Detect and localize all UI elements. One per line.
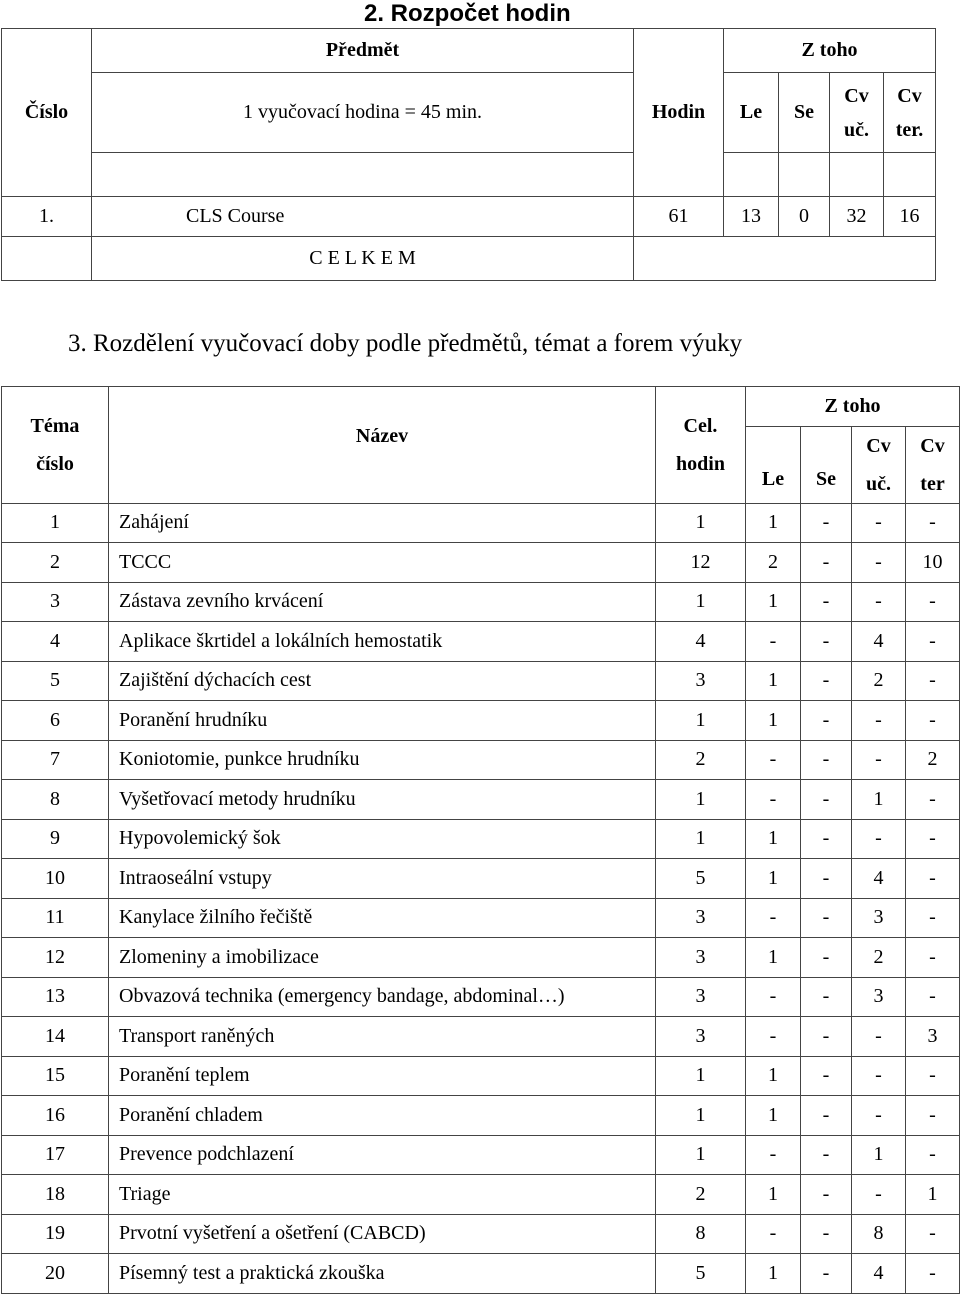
topic-hours: 1: [656, 701, 746, 741]
topic-le: 1: [746, 582, 801, 622]
header-tema: [2, 387, 109, 504]
topic-name: Prevence podchlazení: [109, 1135, 656, 1175]
topic-cv-uc: -: [852, 1017, 906, 1057]
topic-name: TCCC: [109, 543, 656, 583]
header-predmet: Předmět: [92, 29, 634, 73]
header-se-2: Se: [801, 426, 852, 503]
topic-se: -: [801, 938, 852, 978]
table-row: [2, 977, 960, 1017]
topic-number: 4: [2, 622, 109, 662]
topic-cv-uc: 2: [852, 661, 906, 701]
topic-number: 20: [2, 1254, 109, 1294]
table-row: [2, 661, 960, 701]
topic-se: -: [801, 740, 852, 780]
topic-number: 11: [2, 898, 109, 938]
header-blank: [724, 153, 779, 197]
topic-cv-ter: 1: [906, 1175, 960, 1215]
topic-name: Písemný test a praktická zkouška: [109, 1254, 656, 1294]
topic-hours: 12: [656, 543, 746, 583]
course-number: 1.: [2, 197, 92, 237]
topic-cv-ter: -: [906, 622, 960, 662]
topic-number: 15: [2, 1056, 109, 1096]
topic-se: -: [801, 1096, 852, 1136]
topic-hours: 5: [656, 1254, 746, 1294]
header-cv-uc-line2: uč.: [844, 118, 869, 141]
topic-name: Kanylace žilního řečiště: [109, 898, 656, 938]
topic-hours: 3: [656, 661, 746, 701]
topic-se: -: [801, 859, 852, 899]
topic-cv-uc: 4: [852, 1254, 906, 1294]
topic-hours: 1: [656, 1135, 746, 1175]
topic-hours: 3: [656, 898, 746, 938]
table-row: [2, 622, 960, 662]
section-3-heading: 3. Rozdělení vyučovací doby podle předmětů, témat a forem výuky: [68, 330, 743, 357]
topic-cv-ter: -: [906, 701, 960, 741]
topic-cv-ter: -: [906, 1254, 960, 1294]
header-cv-uc: [830, 73, 884, 153]
course-le: 13: [724, 197, 779, 237]
topic-cv-ter: 10: [906, 543, 960, 583]
table-row: [2, 582, 960, 622]
topic-le: 1: [746, 1096, 801, 1136]
topic-cv-uc: 3: [852, 977, 906, 1017]
topic-hours: 1: [656, 1096, 746, 1136]
topic-le: 1: [746, 701, 801, 741]
topic-le: 1: [746, 938, 801, 978]
topic-se: -: [801, 819, 852, 859]
header-se: Se: [779, 73, 830, 153]
topic-cv-ter: 3: [906, 1017, 960, 1057]
topic-number: 16: [2, 1096, 109, 1136]
topic-cv-uc: 2: [852, 938, 906, 978]
topic-le: 1: [746, 819, 801, 859]
section-2-heading: 2. Rozpočet hodin: [364, 0, 571, 27]
table-row: [2, 701, 960, 741]
topic-le: -: [746, 780, 801, 820]
topic-cv-ter: -: [906, 1214, 960, 1254]
topic-hours: 1: [656, 503, 746, 543]
topic-name: Poranění teplem: [109, 1056, 656, 1096]
table-row: [2, 780, 960, 820]
table-row: [2, 1135, 960, 1175]
total-label: C E L K E M: [92, 237, 634, 281]
topic-number: 5: [2, 661, 109, 701]
topic-cv-uc: 4: [852, 622, 906, 662]
header-cel-line2: hodin: [676, 452, 725, 475]
topic-name: Zlomeniny a imobilizace: [109, 938, 656, 978]
topic-hours: 2: [656, 1175, 746, 1215]
topic-name: Obvazová technika (emergency bandage, abdominal…): [109, 977, 656, 1017]
topic-name: Intraoseální vstupy: [109, 859, 656, 899]
topic-number: 17: [2, 1135, 109, 1175]
topic-number: 7: [2, 740, 109, 780]
topic-name: Triage: [109, 1175, 656, 1215]
topic-se: -: [801, 1175, 852, 1215]
course-cv-uc: 32: [830, 197, 884, 237]
table-row: [2, 859, 960, 899]
header-cislo: Číslo: [2, 29, 92, 197]
topic-hours: 4: [656, 622, 746, 662]
topic-name: Vyšetřovací metody hrudníku: [109, 780, 656, 820]
header-tema-line2: číslo: [36, 452, 74, 475]
total-blank: [2, 237, 92, 281]
header-z-toho-2: Z toho: [746, 387, 960, 427]
topic-cv-ter: -: [906, 977, 960, 1017]
topic-se: -: [801, 582, 852, 622]
topic-se: -: [801, 661, 852, 701]
header-z-toho: Z toho: [724, 29, 936, 73]
course-se: 0: [779, 197, 830, 237]
topics-table-body: [2, 503, 960, 1293]
header-cv-uc-line1: Cv: [844, 84, 869, 107]
table-row: [2, 1017, 960, 1057]
header-nazev: Název: [109, 387, 656, 504]
topic-cv-uc: -: [852, 543, 906, 583]
course-cv-ter: 16: [884, 197, 936, 237]
header-cv-ter2-line2: ter: [920, 472, 945, 495]
topic-se: -: [801, 1254, 852, 1294]
budget-table: [1, 28, 936, 281]
topic-hours: 1: [656, 819, 746, 859]
topic-le: 1: [746, 503, 801, 543]
topic-hours: 2: [656, 740, 746, 780]
topic-le: 2: [746, 543, 801, 583]
topic-cv-uc: -: [852, 1056, 906, 1096]
header-cel-hodin: [656, 387, 746, 504]
topic-cv-uc: -: [852, 503, 906, 543]
topic-le: -: [746, 1135, 801, 1175]
topic-name: Zajištění dýchacích cest: [109, 661, 656, 701]
topic-number: 2: [2, 543, 109, 583]
topic-cv-ter: -: [906, 661, 960, 701]
table-row: [2, 938, 960, 978]
header-tema-line1: Téma: [30, 414, 80, 437]
header-cv-uc2-line2: uč.: [866, 472, 891, 495]
table-row: [2, 898, 960, 938]
table-row: [2, 1096, 960, 1136]
header-blank: [830, 153, 884, 197]
topic-cv-ter: -: [906, 819, 960, 859]
topic-le: -: [746, 1214, 801, 1254]
topic-cv-ter: 2: [906, 740, 960, 780]
topic-number: 19: [2, 1214, 109, 1254]
topic-number: 18: [2, 1175, 109, 1215]
header-cv-ter2-line1: Cv: [920, 434, 945, 457]
topic-se: -: [801, 1056, 852, 1096]
topic-cv-ter: -: [906, 938, 960, 978]
topic-cv-uc: -: [852, 701, 906, 741]
topic-name: Transport raněných: [109, 1017, 656, 1057]
topic-se: -: [801, 1017, 852, 1057]
topic-hours: 5: [656, 859, 746, 899]
topic-name: Poranění chladem: [109, 1096, 656, 1136]
topic-hours: 3: [656, 938, 746, 978]
topic-name: Poranění hrudníku: [109, 701, 656, 741]
topic-name: Prvotní vyšetření a ošetření (CABCD): [109, 1214, 656, 1254]
header-le-2: Le: [746, 426, 801, 503]
course-name: CLS Course: [92, 197, 634, 237]
header-cel-line1: Cel.: [683, 414, 718, 437]
table-row: [2, 1214, 960, 1254]
topic-cv-uc: -: [852, 1096, 906, 1136]
header-blank: [92, 153, 634, 197]
topic-number: 6: [2, 701, 109, 741]
topic-cv-uc: 1: [852, 780, 906, 820]
topic-le: -: [746, 898, 801, 938]
topic-le: 1: [746, 1056, 801, 1096]
topic-le: -: [746, 740, 801, 780]
topic-cv-ter: -: [906, 780, 960, 820]
topic-le: 1: [746, 1175, 801, 1215]
topic-cv-ter: -: [906, 503, 960, 543]
table-row: [2, 819, 960, 859]
topic-le: 1: [746, 859, 801, 899]
topic-cv-uc: 1: [852, 1135, 906, 1175]
topic-se: -: [801, 898, 852, 938]
course-hodin: 61: [634, 197, 724, 237]
topic-se: -: [801, 701, 852, 741]
header-note: 1 vyučovací hodina = 45 min.: [92, 73, 634, 153]
topic-number: 14: [2, 1017, 109, 1057]
header-hodin: Hodin: [634, 29, 724, 197]
header-cv-ter-line1: Cv: [897, 84, 922, 107]
topic-cv-uc: -: [852, 819, 906, 859]
topic-se: -: [801, 780, 852, 820]
topic-number: 1: [2, 503, 109, 543]
topic-hours: 3: [656, 1017, 746, 1057]
total-blank: [634, 237, 936, 281]
topic-se: -: [801, 977, 852, 1017]
topic-number: 13: [2, 977, 109, 1017]
header-cv-uc2-line1: Cv: [866, 434, 891, 457]
topic-name: Aplikace škrtidel a lokálních hemostatik: [109, 622, 656, 662]
topic-hours: 8: [656, 1214, 746, 1254]
header-cv-ter: [884, 73, 936, 153]
table-row: [2, 1254, 960, 1294]
topic-le: -: [746, 1017, 801, 1057]
topic-name: Koniotomie, punkce hrudníku: [109, 740, 656, 780]
table-row: [2, 1056, 960, 1096]
topic-cv-uc: -: [852, 1175, 906, 1215]
header-cv-ter-2: [906, 426, 960, 503]
topic-cv-uc: 4: [852, 859, 906, 899]
topic-cv-ter: -: [906, 1135, 960, 1175]
topic-hours: 1: [656, 780, 746, 820]
table-row: [2, 1175, 960, 1215]
table-row: [2, 543, 960, 583]
topic-cv-ter: -: [906, 582, 960, 622]
topic-number: 10: [2, 859, 109, 899]
topic-name: Zástava zevního krvácení: [109, 582, 656, 622]
topic-cv-ter: -: [906, 1056, 960, 1096]
topic-le: 1: [746, 661, 801, 701]
topic-number: 8: [2, 780, 109, 820]
topic-se: -: [801, 622, 852, 662]
topic-se: -: [801, 543, 852, 583]
topic-cv-uc: 8: [852, 1214, 906, 1254]
topic-hours: 1: [656, 582, 746, 622]
topics-table: [1, 386, 960, 1294]
table-row: [2, 503, 960, 543]
table-row: [2, 740, 960, 780]
topic-name: Hypovolemický šok: [109, 819, 656, 859]
topic-le: -: [746, 622, 801, 662]
topic-hours: 3: [656, 977, 746, 1017]
topic-number: 9: [2, 819, 109, 859]
topic-le: -: [746, 977, 801, 1017]
header-cv-ter-line2: ter.: [895, 118, 924, 141]
topic-cv-uc: 3: [852, 898, 906, 938]
topic-name: Zahájení: [109, 503, 656, 543]
header-blank: [884, 153, 936, 197]
header-le: Le: [724, 73, 779, 153]
topic-cv-uc: -: [852, 582, 906, 622]
topic-cv-ter: -: [906, 1096, 960, 1136]
topic-se: -: [801, 1135, 852, 1175]
topic-number: 12: [2, 938, 109, 978]
header-blank: [779, 153, 830, 197]
topic-hours: 1: [656, 1056, 746, 1096]
topic-cv-uc: -: [852, 740, 906, 780]
topic-number: 3: [2, 582, 109, 622]
topic-cv-ter: -: [906, 898, 960, 938]
topic-cv-ter: -: [906, 859, 960, 899]
topic-le: 1: [746, 1254, 801, 1294]
topic-se: -: [801, 503, 852, 543]
topic-se: -: [801, 1214, 852, 1254]
header-cv-uc-2: [852, 426, 906, 503]
